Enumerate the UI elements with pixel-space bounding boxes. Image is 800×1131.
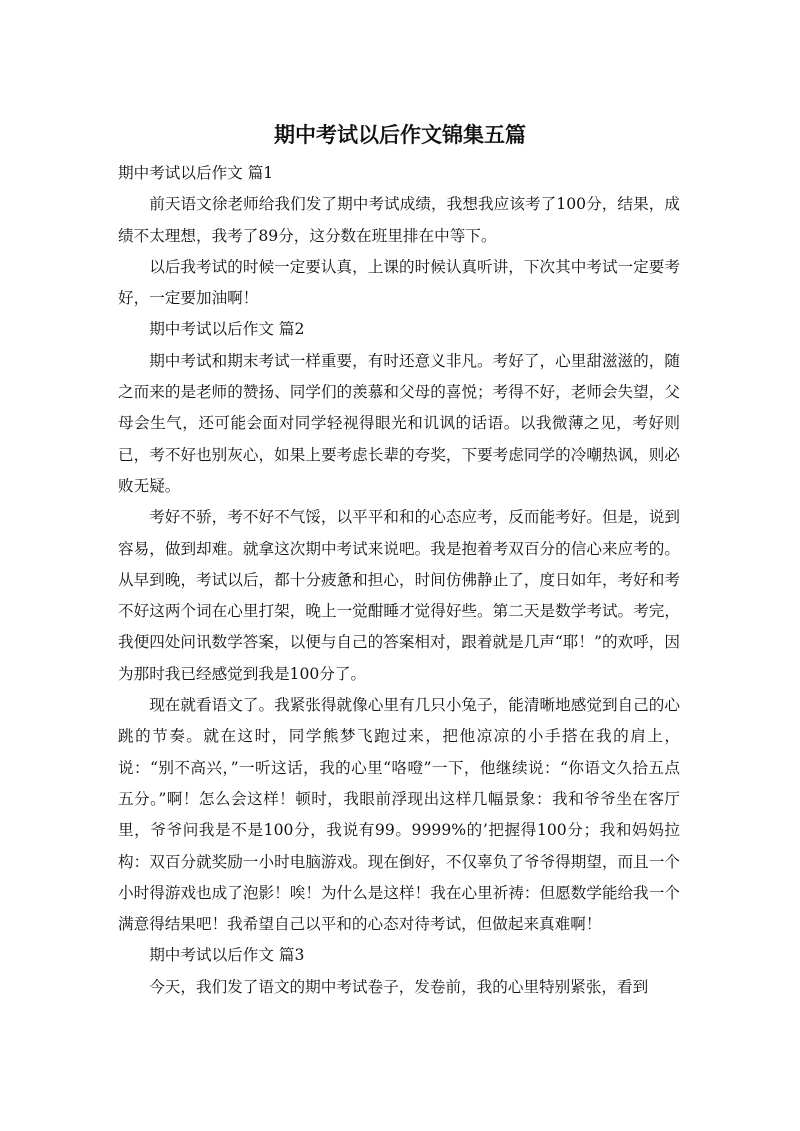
paragraph: 以后我考试的时候一定要认真，上课的时候认真听讲，下次其中考试一定要考好，一定要加油啊！ [118,257,680,308]
paragraph: 今天，我们发了语文的期中考试卷子，发卷前，我的心里特别紧张，看到 [149,977,649,996]
section-heading-3: 期中考试以后作文 篇3 [149,946,305,965]
paragraph: 前天语文徐老师给我们发了期中考试成绩，我想我应该考了100分，结果，成绩不太理想，我考了89分，这分数在班里排在中等下。 [118,195,680,245]
section-heading-1: 期中考试以后作文 篇1 [118,164,274,182]
paragraph: 期中考试和期末考试一样重要，有时还意义非凡。考好了，心里甜滋滋的，随之而来的是老师的赞扬、同学们的羡慕和父母的喜悦；考得不好，老师会失望，父母会生气，还可能会面对同学轻视得眼光和讥讽的话语。以我微薄之见，考好则已，考不好也别灰心，如果上要考虑长辈的夸奖，下要考虑同学的冷嘲热讽，则必败无疑。 [118,351,680,495]
paragraph: 现在就看语文了。我紧张得就像心里有几只小兔子，能清晰地感觉到自己的心跳的节奏。就在这时，同学熊梦飞跑过来，把他凉凉的小手搭在我的肩上，说：“别不高兴，”一听这话，我的心里“咯噔”一下，他继续说：“你语文久拾五点五分。”啊！怎么会这样！顿时，我眼前浮现出这样几幅景象：我和爷爷坐在客厅里，爷爷问我是不是100分，我说有99。9999%的’把握得100分；我和妈妈拉构：双百分就奖励一小时电脑游戏。现在倒好，不仅辜负了爷爷得期望，而且一个小时得游戏也成了泡影！唉！为什么是这样！我在心里祈祷：但愿数学能给我一个满意得结果吧！我希望自己以平和的心态对待考试，但做起来真难啊！ [118,696,680,934]
document-title: 期中考试以后作文锦集五篇 [274,123,526,147]
section-heading-2: 期中考试以后作文 篇2 [149,320,305,339]
paragraph: 考好不骄，考不好不气馁，以平平和和的心态应考，反而能考好。但是，说到容易，做到却难。就拿这次期中考试来说吧。我是抱着考双百分的信心来应考的。从早到晚，考试以后，都十分疲惫和担心，时间仿佛静止了，度日如年，考好和考不好这两个词在心里打架，晚上一觉酣睡才觉得好些。第二天是数学考试。考完，我便四处问讯数学答案，以便与自己的答案相对，跟着就是几声“耶！”的欢呼，因为那时我已经感觉到我是100分了。 [118,508,680,683]
document-body [118,158,680,1003]
